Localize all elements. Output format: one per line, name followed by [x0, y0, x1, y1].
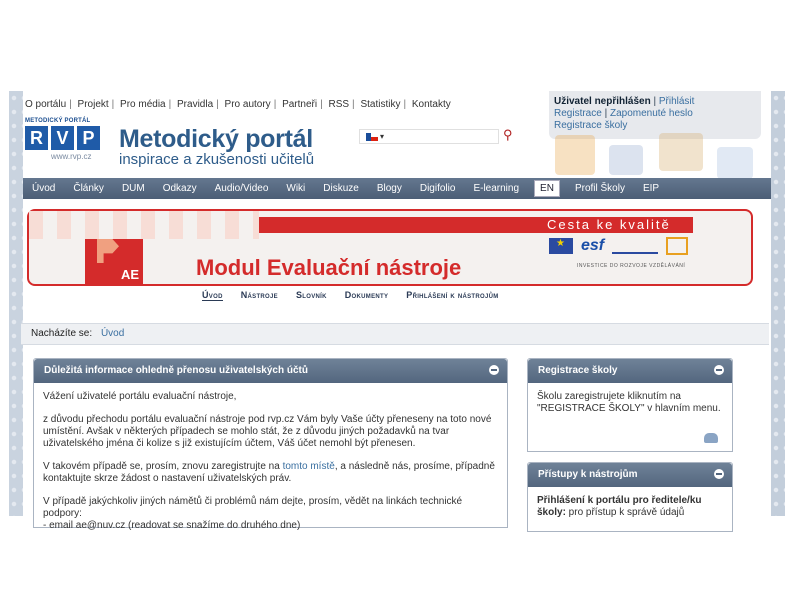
login-link[interactable]: Přihlásit: [658, 96, 695, 107]
minimize-icon[interactable]: [489, 365, 499, 375]
nav-item-elearning[interactable]: E-learning: [473, 183, 520, 194]
user-status: Uživatel nepřihlášen: [554, 96, 651, 107]
breadcrumb: [21, 323, 769, 345]
school-registration-header: [528, 359, 732, 383]
toplink-project[interactable]: Projekt: [77, 99, 109, 110]
invest-caption: INVESTICE DO ROZVOJE VZDĚLÁVÁNÍ: [577, 263, 686, 269]
logo-p-shape: [97, 239, 119, 263]
submenu-home[interactable]: Úvod: [202, 290, 223, 300]
register-link[interactable]: Registrace: [554, 108, 602, 119]
msmt-logo: [612, 238, 658, 254]
toplink-partners[interactable]: Partneři: [282, 99, 318, 110]
info-panel-title: Důležitá informace ohledně přenosu uživatelských účtů: [44, 365, 308, 376]
info-paragraph-3: V případě jakýchkoliv jiných námětů či problémů nám dejte, prosím, vědět na linkách technické podpory: - email ae@nuv.cz (readovat se snažíme do druhého dne): [43, 496, 463, 531]
nav-item-blogs[interactable]: Blogy: [376, 183, 402, 194]
search-icon[interactable]: ⚲: [503, 127, 513, 142]
ae-logo: [85, 239, 143, 286]
module-title: Modul Evaluační nástroje: [196, 255, 462, 280]
breadcrumb-label: Nacházíte se:: [31, 328, 93, 339]
tool-access-body: [528, 487, 732, 538]
breadcrumb-current[interactable]: Úvod: [100, 328, 125, 339]
logo-letter-v: V: [51, 126, 74, 150]
nav-item-dum[interactable]: DUM: [121, 183, 145, 194]
language-flag-icon[interactable]: [366, 133, 378, 141]
users-icon: [704, 433, 718, 443]
submenu-tool-login[interactable]: Přihlášení k nástrojům: [406, 290, 499, 300]
minimize-icon[interactable]: [714, 365, 724, 375]
toplink-rules[interactable]: Pravidla: [177, 99, 214, 110]
portal-subtitle: inspirace a zkušenosti učitelů: [119, 151, 315, 168]
forgot-password-link[interactable]: Zapomenuté heslo: [609, 108, 693, 119]
op-logo: [666, 237, 688, 255]
toplink-stats[interactable]: Statistiky: [360, 99, 401, 110]
nav-item-wiki[interactable]: Wiki: [286, 183, 306, 194]
register-here-link[interactable]: tomto místě: [282, 461, 335, 472]
nav-item-audiovideo[interactable]: Audio/Video: [214, 183, 269, 194]
nav-item-articles[interactable]: Články: [73, 183, 104, 194]
tool-access-panel: [527, 462, 733, 532]
nav-item-discussion[interactable]: Diskuze: [323, 183, 359, 194]
tool-access-text: Přihlášení k portálu pro ředitele/ku školy: pro přístup k správě údajů: [537, 495, 702, 518]
chevron-down-icon[interactable]: ▾: [380, 132, 385, 141]
banner-slogan: Cesta ke kvalitě: [547, 217, 671, 232]
sub-menu: [202, 290, 499, 301]
rvp-logo[interactable]: [25, 126, 100, 150]
toplink-about[interactable]: O portálu: [25, 99, 67, 110]
school-registration-title: Registrace školy: [538, 365, 618, 376]
tool-access-title: Přístupy k nástrojům: [538, 469, 638, 480]
logo-letter-r: R: [25, 126, 48, 150]
school-register-link[interactable]: Registrace školy: [554, 120, 628, 131]
nav-item-en[interactable]: EN: [534, 180, 560, 197]
info-paragraph-1: z důvodu přechodu portálu evaluační nástroje pod rvp.cz Vám byly Vaše účty přeneseny na toto nové umístění. Avšak v některých případech se mohlo stát, že z důvodu jiných požadavků na tvar uživatelského jména či kolize s již existujícím účtem, Váš účet nemohl být přenesen.: [43, 414, 492, 449]
toplink-media[interactable]: Pro média: [120, 99, 166, 110]
nav-item-eip[interactable]: EIP: [642, 183, 660, 194]
tool-access-header: [528, 463, 732, 487]
eu-flag-icon: [549, 238, 573, 254]
toplink-rss[interactable]: RSS: [328, 99, 350, 110]
left-decor-strip: [9, 91, 23, 516]
submenu-documents[interactable]: Dokumenty: [344, 290, 389, 300]
screenshot-frame: [9, 91, 785, 531]
toplink-authors[interactable]: Pro autory: [224, 99, 271, 110]
decorative-shapes: [549, 139, 763, 179]
portal-title[interactable]: Metodický portál: [119, 125, 313, 153]
submenu-tools[interactable]: Nástroje: [240, 290, 278, 300]
right-decor-strip: [771, 91, 785, 516]
school-registration-text: Školu zaregistrujete kliknutím na "REGISTRACE ŠKOLY" v hlavním menu.: [537, 391, 721, 414]
eu-logos: [549, 237, 688, 255]
school-registration-body: [528, 383, 732, 434]
logo-url: www.rvp.cz: [51, 152, 92, 161]
nav-item-links[interactable]: Odkazy: [162, 183, 197, 194]
ae-logo-text: AE: [121, 267, 140, 282]
top-links: O portálu | Projekt | Pro média | Pravidla | Pro autory | Partneři | RSS | Statistiky | Kontakty: [25, 99, 451, 110]
user-box: Uživatel nepřihlášen | Přihlásit Registrace | Zapomenuté heslo Registrace školy: [549, 91, 761, 139]
info-panel-body: [34, 383, 507, 540]
minimize-icon[interactable]: [714, 469, 724, 479]
logo-caption: METODICKÝ PORTÁL: [25, 118, 91, 124]
school-registration-panel: [527, 358, 733, 452]
submenu-glossary[interactable]: Slovník: [295, 290, 327, 300]
nav-item-home[interactable]: Úvod: [32, 183, 56, 194]
info-paragraph-2: V takovém případě se, prosím, znovu zaregistrujte na tomto místě, a následně nás, prosíme, případně kontaktujte skrze žádost o nastavení uživatelských práv.: [43, 461, 495, 484]
nav-item-digifolio[interactable]: Digifolio: [419, 183, 456, 194]
support-email: - email ae@nuv.cz (readovat se snažíme do druhého dne): [43, 520, 301, 531]
main-nav: [23, 178, 771, 199]
esf-logo: esf: [581, 237, 605, 254]
info-panel: [33, 358, 508, 531]
info-panel-header: [34, 359, 507, 383]
search-input[interactable]: [359, 129, 499, 144]
module-banner: [27, 209, 753, 286]
logo-letter-p: P: [77, 126, 100, 150]
toplink-contacts[interactable]: Kontakty: [411, 99, 451, 110]
banner-stripes: [29, 211, 259, 239]
nav-item-school-profile[interactable]: Profil Školy: [574, 183, 625, 194]
info-greeting: Vážení uživatelé portálu evaluační nástroje,: [43, 391, 237, 402]
